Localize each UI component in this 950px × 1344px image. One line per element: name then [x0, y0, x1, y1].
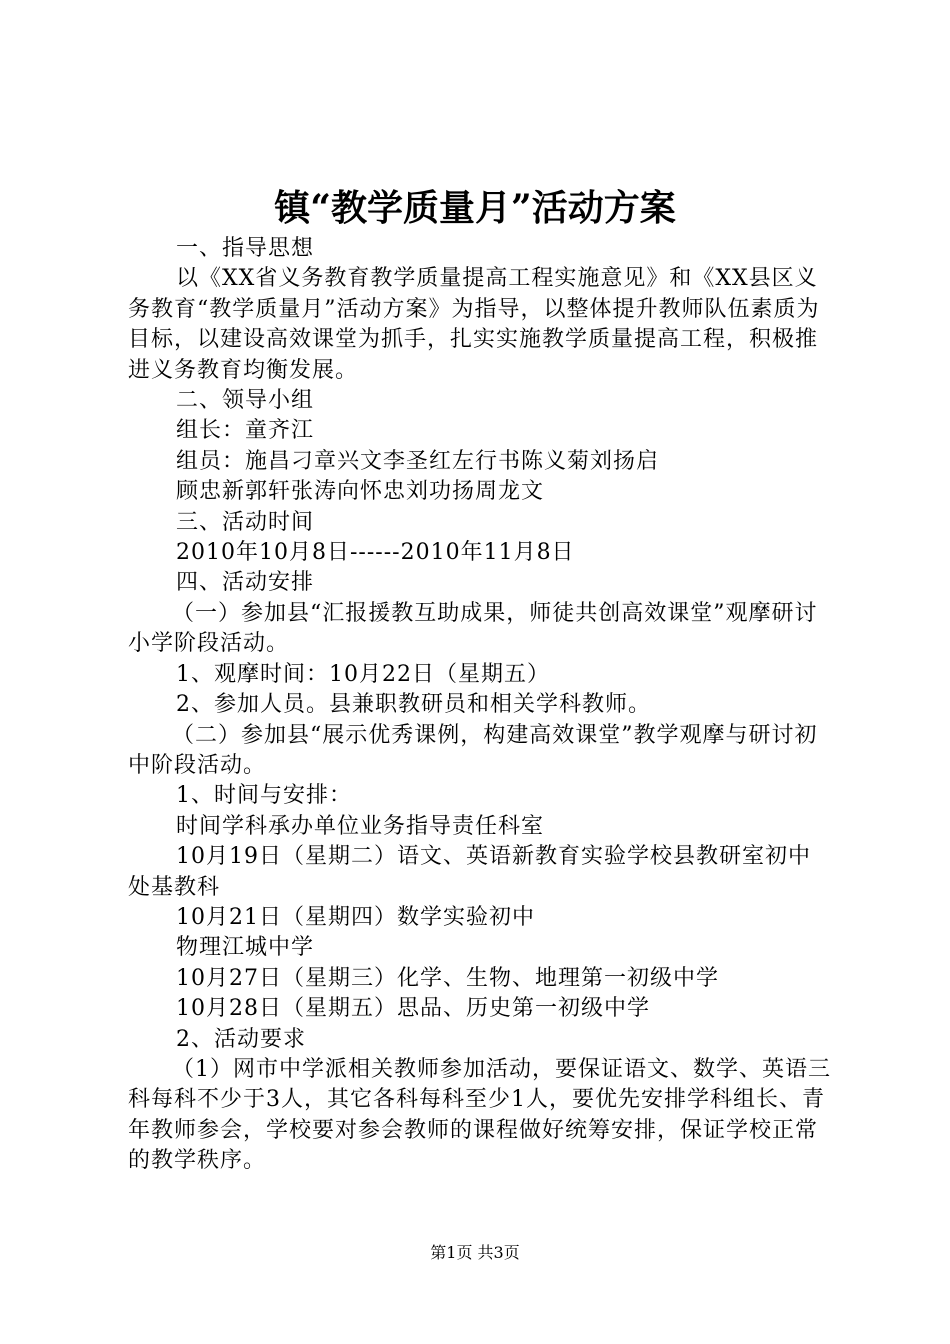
group-leader: 组长：童齐江 [176, 418, 315, 444]
schedule-columns: 时间学科承办单位业务指导责任科室 [176, 813, 545, 839]
schedule-row-oct19: 10月19日（星期二）语文、英语新教育实验学校县教研室初中处基教科 [128, 844, 811, 900]
heading-activity-time: 三、活动时间 [176, 509, 315, 535]
heading-leadership-group: 二、领导小组 [176, 388, 315, 414]
arrangement-item-primary: （一）参加县“汇报援教互助成果，师徒共创高效课堂”观摩研讨小学阶段活动。 [128, 600, 818, 657]
page-number-footer: 第1页 共3页 [430, 1243, 520, 1262]
document-title: 镇“教学质量月”活动方案 [274, 187, 676, 229]
heading-activity-arrangement: 四、活动安排 [176, 570, 315, 596]
document-body [128, 234, 832, 1177]
heading-guiding-thought: 一、指导思想 [176, 236, 315, 261]
paragraph-guiding-thought: 以《XX省义务教育教学质量提高工程实施意见》和《XX县区义务教育“教学质量月”活动方案》为指导，以整体提升教师队伍素质为目标，以建设高效课堂为抓手，扎实实施教学质量提高工程，积极推进义务教育均衡发展。 [128, 266, 820, 383]
requirement-1: （1）网市中学派相关教师参加活动，要保证语文、数学、英语三科每科不少于3人，其它各科每科至少1人，要优先安排学科组长、青年教师参会，学校要对参会教师的课程做好统筹安排，保证学校正常的教学秩序。 [128, 1056, 831, 1174]
schedule-row-oct21: 10月21日（星期四）数学实验初中 [176, 904, 535, 930]
group-members-continued: 顾忠新郭轩张涛向怀忠刘功扬周龙文 [176, 479, 545, 505]
schedule-row-physics: 物理江城中学 [176, 935, 315, 961]
arrangement-item-junior: （二）参加县“展示优秀课例，构建高效课堂”教学观摩与研讨初中阶段活动。 [128, 722, 818, 778]
group-members: 组员：施昌刁章兴文李圣红左行书陈义菊刘扬启 [176, 448, 660, 474]
schedule-row-oct27: 10月27日（星期三）化学、生物、地理第一初级中学 [176, 965, 719, 991]
participants: 2、参加人员。县兼职教研员和相关学科教师。 [176, 692, 651, 718]
observation-time: 1、观摩时间：10月22日（星期五） [176, 661, 550, 687]
activity-time-range: 2010年10月8日------2010年11月8日 [176, 540, 575, 566]
activity-requirements-heading: 2、活动要求 [176, 1026, 306, 1052]
schedule-heading: 1、时间与安排： [176, 783, 352, 809]
schedule-row-oct28: 10月28日（星期五）思品、历史第一初级中学 [176, 996, 650, 1022]
